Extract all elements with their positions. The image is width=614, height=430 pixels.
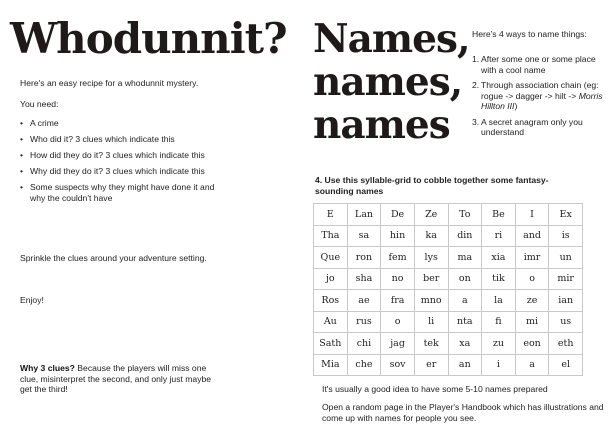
syllable-cell: E [314,204,348,226]
syllable-cell: ae [347,290,381,312]
syllable-cell: che [347,354,381,376]
syllable-cell: Ex [549,204,583,226]
syllable-cell: ka [414,225,448,247]
list-item-text: How did they do it? 3 clues which indicate this [30,150,205,160]
you-need-label: You need: [20,99,59,109]
syllable-cell: Tha [314,225,348,247]
syllable-cell: imr [515,247,549,269]
syllable-cell: el [549,354,583,376]
list-item [20,182,230,203]
syllable-cell: ber [414,268,448,290]
syllable-cell: un [549,247,583,269]
list-item [472,54,612,75]
table-row [314,268,583,290]
sprinkle-text: Sprinkle the clues around your adventure setting. [20,253,207,263]
syllable-cell: er [414,354,448,376]
list-item-text: Through association chain (eg: rogue -> dagger -> hilt -> [481,80,599,101]
syllable-cell: ma [448,247,482,269]
list-item-text: Some suspects why they might have done it and why the couldn't have [30,182,215,203]
syllable-cell: o [381,311,415,333]
table-row [314,354,583,376]
list-item [20,134,230,145]
table-row [314,247,583,269]
why-label: Why 3 clues? [20,363,75,373]
list-item-text: Why did they do it? 3 clues which indicate this [30,166,205,176]
table-row [314,290,583,312]
table-row [314,204,583,226]
bullet-icon: • [20,182,24,192]
title-line-3: names [313,102,450,148]
list-item-text: After some one or some place with a cool name [481,54,596,75]
syllable-cell: chi [347,333,381,355]
syllable-cell: jo [314,268,348,290]
syllable-cell: ian [549,290,583,312]
tip-players-handbook: Open a random page in the Player's Handbook which has illustrations and come up with names for people you see. [322,402,604,423]
syllable-cell: ze [515,290,549,312]
syllable-cell: eth [549,333,583,355]
enjoy-text: Enjoy! [20,295,44,305]
syllable-cell: mno [414,290,448,312]
syllable-cell: Lan [347,204,381,226]
table-row [314,333,583,355]
syllable-grid [313,203,583,376]
syllable-cell: fra [381,290,415,312]
title-line-1: Names, [313,16,470,62]
title-line-2: names, [313,59,463,105]
syllable-cell: Que [314,247,348,269]
syllable-cell: Sath [314,333,348,355]
syllable-cell: on [448,268,482,290]
syllable-cell: xa [448,333,482,355]
syllable-cell: eon [515,333,549,355]
list-number: 3. [472,116,480,127]
syllable-cell: tek [414,333,448,355]
right-page [300,0,614,430]
syllable-cell: a [515,354,549,376]
syllable-cell: sa [347,225,381,247]
syllable-cell: is [549,225,583,247]
syllable-cell: tik [482,268,516,290]
syllable-cell: mir [549,268,583,290]
syllable-cell: To [448,204,482,226]
syllable-cell: lys [414,247,448,269]
syllable-cell: a [448,290,482,312]
intro-text: Here's an easy recipe for a whodunnit mystery. [20,78,199,88]
syllable-cell: Be [482,204,516,226]
needs-list [20,118,230,209]
syllable-cell: zu [482,333,516,355]
example-name: Morris Hillton III [481,90,603,111]
list-number: 2. [472,80,480,90]
list-item [472,117,612,138]
grid-intro: 4. Use this syllable-grid to cobble together some fantasy-sounding names [315,175,549,196]
syllable-cell: xia [482,247,516,269]
syllable-cell: De [381,204,415,226]
syllable-cell: sha [347,268,381,290]
bullet-icon: • [20,166,24,176]
syllable-cell: rus [347,311,381,333]
syllable-cell: Au [314,311,348,333]
list-number: 1. [472,54,480,64]
syllable-cell: an [448,354,482,376]
list-item [20,118,230,129]
syllable-cell: Ze [414,204,448,226]
list-item [472,80,612,112]
list-item-text: A secret anagram only you understand [481,116,583,137]
syllable-cell: i [482,354,516,376]
list-item [20,166,230,177]
page-title-names [313,18,470,147]
why-three-clues [20,363,220,395]
syllable-cell: Ros [314,290,348,312]
syllable-cell: ron [347,247,381,269]
syllable-cell: and [515,225,549,247]
page-title-whodunnit: Whodunnit? [10,14,287,63]
syllable-cell: jag [381,333,415,355]
bullet-icon: • [20,150,24,160]
list-item-text: A crime [30,118,59,128]
bullet-icon: • [20,118,24,128]
table-row [314,311,583,333]
syllable-cell: la [482,290,516,312]
syllable-cell: I [515,204,549,226]
bullet-icon: • [20,134,24,144]
syllable-cell: li [414,311,448,333]
list-item-text: Who did it? 3 clues which indicate this [30,134,175,144]
syllable-cell: no [381,268,415,290]
left-page [0,0,300,430]
syllable-cell: hin [381,225,415,247]
syllable-cell: sov [381,354,415,376]
syllable-cell: nta [448,311,482,333]
tip-names-prepared: It's usually a good idea to have some 5-10 names prepared [322,384,548,394]
syllable-cell: mi [515,311,549,333]
closing-paren: ) [514,101,518,111]
syllable-cell: fem [381,247,415,269]
why-text: Because the players will miss one clue, misinterpret the second, and only just maybe get the third! [20,363,212,394]
ways-intro: Here's 4 ways to name things: [472,29,587,39]
syllable-cell: o [515,268,549,290]
list-item [20,150,230,161]
syllable-cell: din [448,225,482,247]
ways-list [472,54,612,143]
table-row [314,225,583,247]
syllable-cell: Mia [314,354,348,376]
syllable-cell: ri [482,225,516,247]
syllable-cell: us [549,311,583,333]
syllable-cell: fi [482,311,516,333]
